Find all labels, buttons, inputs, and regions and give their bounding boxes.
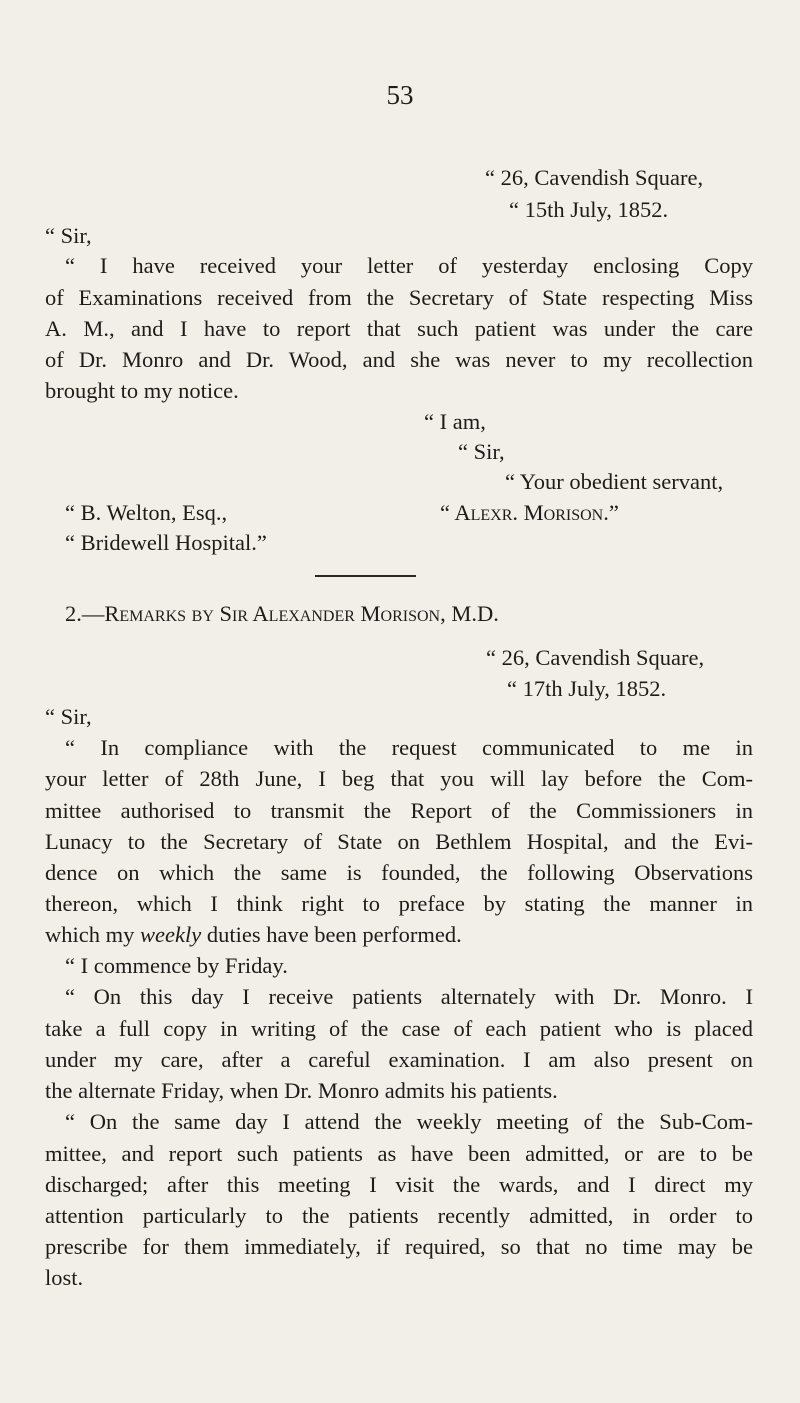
- letter1-signature: “ Alexr. Morison.”: [440, 500, 619, 525]
- section-divider: [315, 575, 416, 577]
- section2-para1-line: dence on which the same is founded, the following Observations: [45, 860, 753, 885]
- section2-para3-line: “ On this day I receive patients alternately with Dr. Monro. I: [65, 984, 753, 1009]
- section2-para1-line: mittee authorised to transmit the Report of the Commissioners in: [45, 798, 753, 823]
- section2-para4-line: lost.: [45, 1265, 84, 1290]
- section2-salutation: “ Sir,: [45, 704, 92, 729]
- section2-para1-line: thereon, which I think right to preface by stating the manner in: [45, 891, 753, 916]
- section2-para4-line: prescribe for them immediately, if required, so that no time may be: [45, 1234, 753, 1259]
- section2-para4-line: mittee, and report such patients as have been admitted, or are to be: [45, 1141, 753, 1166]
- letter1-addressee: “ Bridewell Hospital.”: [65, 530, 267, 555]
- letter1-closing: “ I am,: [424, 409, 486, 434]
- section2-heading: [65, 599, 499, 629]
- section2-para2: “ I commence by Friday.: [65, 953, 288, 978]
- letter1-body-line: brought to my notice.: [45, 378, 239, 403]
- section2-para1-line: “ In compliance with the request communicated to me in: [65, 735, 753, 760]
- section2-para4-line: discharged; after this meeting I visit the wards, and I direct my: [45, 1172, 753, 1197]
- emphasis-text: weekly: [140, 922, 202, 947]
- letter1-closing: “ Your obedient servant,: [505, 469, 724, 494]
- section2-para1-line: your letter of 28th June, I beg that you will lay before the Com-: [45, 766, 753, 791]
- section2-para3-line: take a full copy in writing of the case of each patient who is placed: [45, 1016, 753, 1041]
- section2-para4-line: attention particularly to the patients recently admitted, in order to: [45, 1203, 753, 1228]
- letter1-date: “ 15th July, 1852.: [509, 197, 669, 222]
- letter1-addressee: “ B. Welton, Esq.,: [65, 500, 228, 525]
- letter1-body-line: of Dr. Monro and Dr. Wood, and she was never to my recollection: [45, 347, 753, 372]
- page-number: 53: [386, 80, 414, 110]
- section2-heading-text: Remarks by Sir Alexander Morison, M.D.: [104, 601, 499, 626]
- section2-para1-last-line: [45, 920, 462, 950]
- section2-para3-line: the alternate Friday, when Dr. Monro admits his patients.: [45, 1078, 558, 1103]
- section2-date: “ 17th July, 1852.: [507, 676, 667, 701]
- text-run: duties have been performed.: [201, 922, 462, 947]
- section2-heading-number: 2.—: [65, 601, 105, 626]
- text-run: which my: [45, 922, 140, 947]
- section2-para3-line: under my care, after a careful examination. I am also present on: [45, 1047, 753, 1072]
- section2-para1-line: Lunacy to the Secretary of State on Bethlem Hospital, and the Evi-: [45, 829, 753, 854]
- letter1-salutation: “ Sir,: [45, 223, 92, 248]
- letter1-closing: “ Sir,: [458, 439, 505, 464]
- letter1-body-line: “ I have received your letter of yesterday enclosing Copy: [65, 253, 753, 278]
- letter1-address: “ 26, Cavendish Square,: [485, 165, 704, 190]
- section2-address: “ 26, Cavendish Square,: [486, 645, 705, 670]
- letter1-body-line: of Examinations received from the Secretary of State respecting Miss: [45, 285, 753, 310]
- section2-para4-line: “ On the same day I attend the weekly meeting of the Sub-Com-: [65, 1109, 753, 1134]
- letter1-body-line: A. M., and I have to report that such patient was under the care: [45, 316, 753, 341]
